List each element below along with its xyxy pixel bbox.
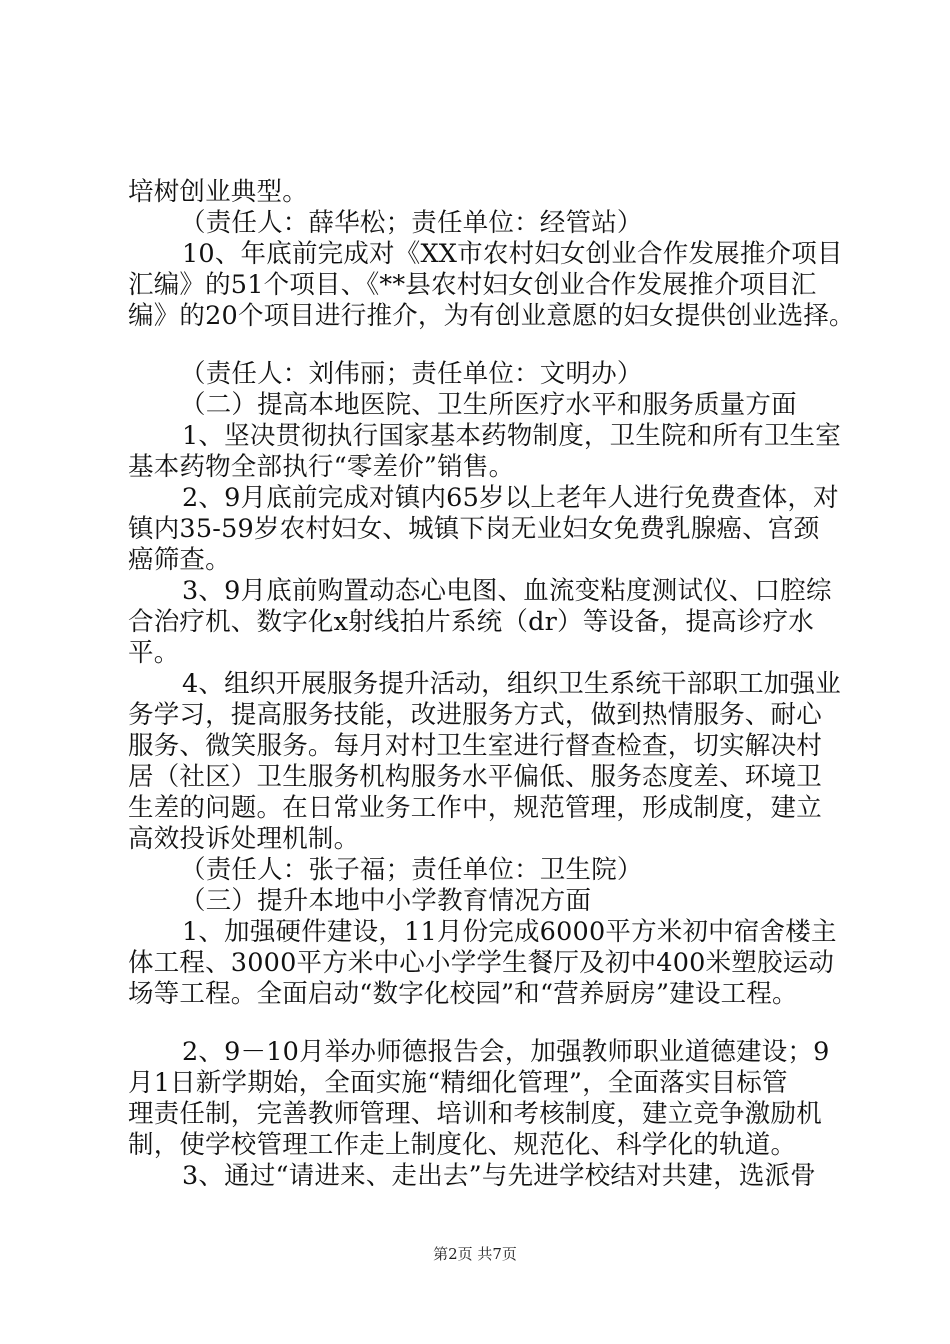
text-line: 基本药物全部执行“零差价”销售。 <box>128 452 515 482</box>
text-line: 生差的问题。在日常业务工作中，规范管理，形成制度，建立 <box>128 793 822 823</box>
text-line: 居（社区）卫生服务机构服务水平偏低、服务态度差、环境卫 <box>128 762 822 792</box>
text-line: 制，使学校管理工作走上制度化、规范化、科学化的轨道。 <box>128 1130 797 1160</box>
text-line: 3、通过“请进来、走出去”与先进学校结对共建，选派骨 <box>182 1161 816 1191</box>
text-line: 10、年底前完成对《XX市农村妇女创业合作发展推介项目 <box>182 239 843 269</box>
text-line: 平。 <box>128 638 180 668</box>
text-line: 务学习，提高服务技能，改进服务方式，做到热情服务、耐心 <box>128 700 822 730</box>
text-line: 体工程、3000平方米中心小学学生餐厅及初中400米塑胶运动 <box>128 948 835 978</box>
text-line: 镇内35-59岁农村妇女、城镇下岗无业妇女免费乳腺癌、宫颈 <box>128 514 820 544</box>
responsible-person-line: （责任人：张子福；责任单位：卫生院） <box>180 855 643 885</box>
responsible-person-line: （责任人：薛华松；责任单位：经管站） <box>180 208 643 238</box>
text-line: 汇编》的51个项目、《**县农村妇女创业合作发展推介项目汇 <box>128 270 817 300</box>
text-line: 1、加强硬件建设，11月份完成6000平方米初中宿舍楼主 <box>182 917 837 947</box>
text-line: 4、组织开展服务提升活动，组织卫生系统干部职工加强业 <box>182 669 841 699</box>
text-line: 2、9月底前完成对镇内65岁以上老年人进行免费查体，对 <box>182 483 839 513</box>
page-number-footer: 第2页 共7页 <box>433 1245 517 1263</box>
text-line: 场等工程。全面启动“数字化校园”和“营养厨房”建设工程。 <box>128 979 798 1009</box>
text-line: 培树创业典型。 <box>128 177 308 207</box>
text-line: 1、坚决贯彻执行国家基本药物制度，卫生院和所有卫生室 <box>182 421 841 451</box>
text-line: 3、9月底前购置动态心电图、血流变粘度测试仪、口腔综 <box>182 576 832 606</box>
text-line: 2、9－10月举办师德报告会，加强教师职业道德建设；9 <box>182 1037 830 1067</box>
section-heading: （三）提升本地中小学教育情况方面 <box>180 886 592 916</box>
text-line: 合治疗机、数字化x射线拍片系统（dr）等设备，提高诊疗水 <box>128 607 814 637</box>
text-line: 高效投诉处理机制。 <box>128 824 360 854</box>
text-line: 癌筛查。 <box>128 545 231 575</box>
text-line: 服务、微笑服务。每月对村卫生室进行督查检查，切实解决村 <box>128 731 822 761</box>
text-line: 编》的20个项目进行推介，为有创业意愿的妇女提供创业选择。 <box>128 301 855 331</box>
section-heading: （二）提高本地医院、卫生所医疗水平和服务质量方面 <box>180 390 797 420</box>
text-line: 月1日新学期始，全面实施“精细化管理”，全面落实目标管 <box>128 1068 788 1098</box>
responsible-person-line: （责任人：刘伟丽；责任单位：文明办） <box>180 359 643 389</box>
text-line: 理责任制，完善教师管理、培训和考核制度，建立竞争激励机 <box>128 1099 822 1129</box>
